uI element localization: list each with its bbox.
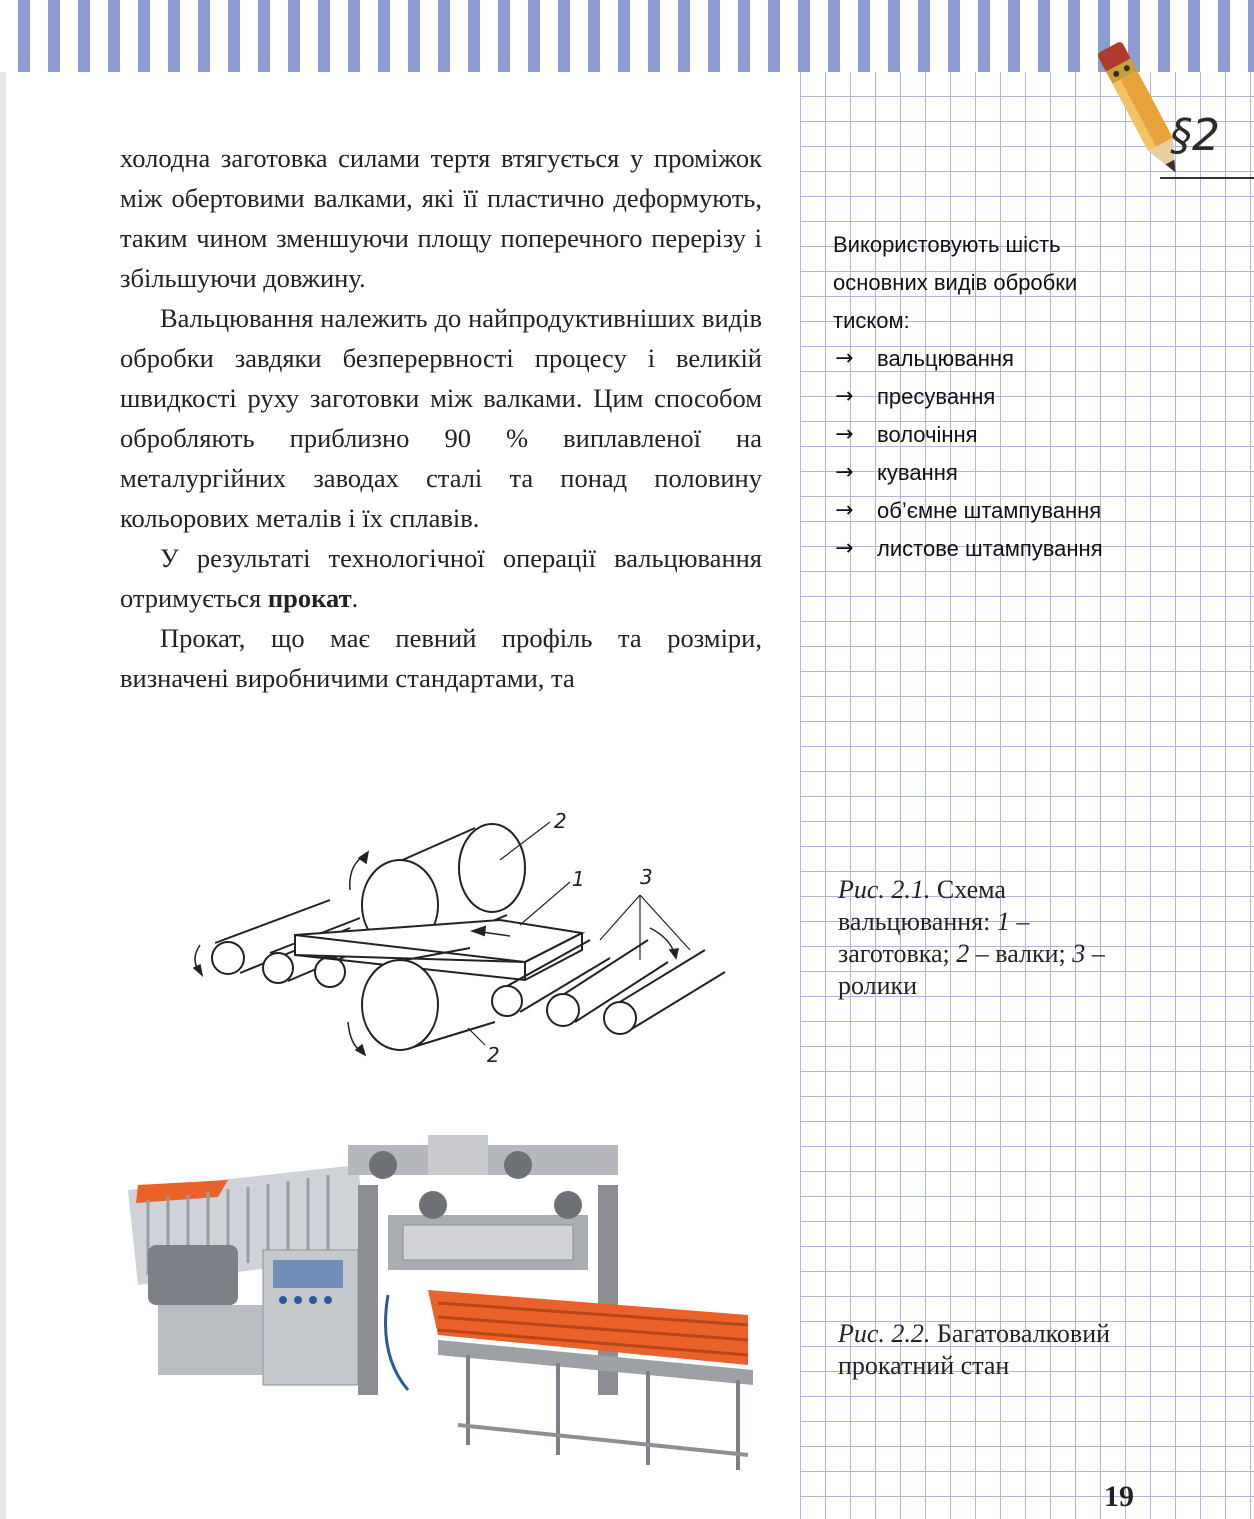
list-item (833, 416, 1143, 454)
header-stripes (0, 0, 1254, 72)
caption-text: – заготовка; (838, 907, 1030, 968)
list-item-label: пресування (877, 384, 996, 409)
section-underline (1160, 177, 1254, 179)
section-number: §2 (1170, 110, 1220, 161)
arrow-right-icon: → (835, 498, 854, 523)
list-item (833, 454, 1143, 492)
label-blank: 1 (572, 867, 585, 891)
list-item (833, 492, 1143, 530)
label-roll-bottom: 2 (487, 1043, 500, 1067)
rolling-mill-illustration (108, 1125, 763, 1475)
list-item-label: листове штампування (877, 536, 1103, 561)
caption-num: 3 (1072, 939, 1086, 968)
paragraph-3-end: . (351, 583, 359, 613)
paragraph-2: Вальцювання належить до найпродуктивніших видів обробки завдяки безперервності процесу і великій швидкості руху заготовки між валками. Цим способом обробляють приблизно 90 % виплавленої на металургійних заводах сталі та понад половину кольорових металів і їх сплавів. (120, 303, 762, 533)
caption-num: 1 (996, 907, 1010, 936)
sidebar-note (833, 226, 1143, 568)
paragraph-3-text: У результаті технологічної операції вальцювання отримується (120, 543, 762, 613)
figure-2-1-caption (838, 874, 1143, 1002)
paragraph-1: холодна заготовка силами тертя втягується у проміжок між обертовими валками, які її пластично деформують, таким чином зменшуючи площу поперечного перерізу і збільшуючи довжину. (120, 143, 762, 293)
arrow-right-icon: → (835, 422, 854, 447)
figure-2-2-caption (838, 1318, 1143, 1382)
caption-text: – валки; (969, 939, 1073, 968)
page-number: 19 (1104, 1480, 1134, 1513)
caption-text: – ролики (838, 939, 1105, 1000)
rolling-scheme-diagram (170, 800, 750, 1080)
caption-text: Схема вальцювання: (838, 875, 1006, 936)
list-item (833, 340, 1143, 378)
arrow-right-icon: → (835, 384, 854, 409)
list-item (833, 378, 1143, 416)
list-item-label: об’ємне штампування (877, 498, 1102, 523)
arrow-right-icon: → (835, 460, 854, 485)
list-item-label: волочіння (877, 422, 978, 447)
list-item (833, 530, 1143, 568)
caption-num: 2 (956, 939, 970, 968)
label-rollers: 3 (640, 865, 653, 889)
sidebar-intro: Використовують шість основних видів обробки тиском: (833, 232, 1078, 333)
paragraph-4: Прокат, що має певний профіль та розміри, визначені виробничими стандартами, та (120, 623, 762, 693)
list-item-label: вальцювання (877, 346, 1014, 371)
arrow-right-icon: → (835, 536, 854, 561)
list-item-label: кування (877, 460, 958, 485)
page-edge (0, 0, 6, 1519)
arrow-right-icon: → (835, 346, 854, 371)
processing-types-list (833, 340, 1143, 568)
label-roll-top: 2 (554, 809, 567, 833)
caption-label: Рис. 2.2. (838, 1319, 931, 1348)
caption-text: Багатовалковий прокатний стан (838, 1319, 1111, 1380)
paragraph-3 (120, 538, 762, 618)
main-text (120, 138, 762, 698)
term-prokat: прокат (267, 583, 352, 613)
caption-label: Рис. 2.1. (838, 875, 931, 904)
